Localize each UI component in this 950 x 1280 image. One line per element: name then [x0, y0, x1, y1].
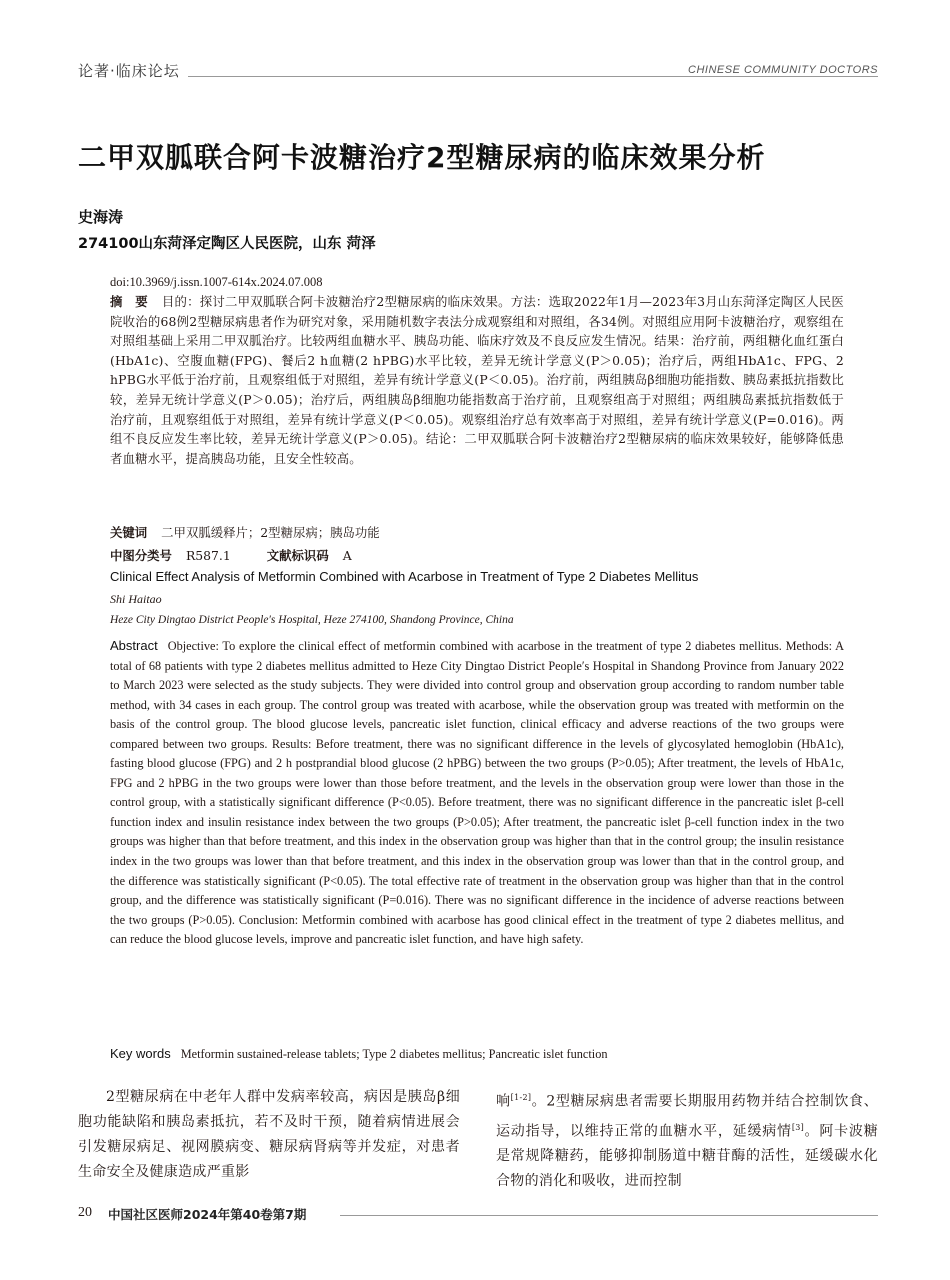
english-title: Clinical Effect Analysis of Metformin Combined with Acarbose in Treatment of Type 2 Diabetes Mellitus	[110, 569, 699, 584]
body-right-text-2: 。2型糖尿病患者需要长期服用药物并结合控制饮食、运动指导，以维持正常的血糖水平，延缓病情	[496, 1093, 878, 1140]
body-right-text-3: 。阿卡波糖是常规降糖药，能够抑制肠道中糖苷酶的活性，延缓碳水化合物的消化和吸收，进而控制	[496, 1123, 878, 1190]
author-name: 史海涛	[78, 208, 124, 226]
chinese-abstract-text: 目的：探讨二甲双胍联合阿卡波糖治疗2型糖尿病的临床效果。方法：选取2022年1月—2023年3月山东菏泽定陶区人民医院收治的68例2型糖尿病患者作为研究对象，采用随机数字表法分成观察组和对照组，各34例。对照组应用阿卡波糖治疗，观察组在对照组基础上采用二甲双胍治疗。比较两组血糖水平、胰岛功能、临床疗效及不良反应发生情况。结果：治疗前，两组糖化血红蛋白(HbA1c)、空腹血糖(FPG)、餐后2 h血糖(2 hPBG)水平比较，差异无统计学意义(P＞0.05)；治疗后，两组HbA1c、FPG、2 hPBG水平低于治疗前，且观察组低于对照组，差异有统计学意义(P＜0.05)。治疗前，两组胰岛β细胞功能指数、胰岛素抵抗指数比较，差异无统计学意义(P＞0.05)；治疗后，两组胰岛β细胞功能指数高于治疗前，且观察组高于对照组；两组胰岛素抵抗指数低于治疗前，且观察组低于对照组，差异有统计学意义(P＜0.05)。观察组治疗总有效率高于对照组，差异有统计学意义(P=0.016)。两组不良反应发生率比较，差异无统计学意义(P＞0.05)。结论：二甲双胍联合阿卡波糖治疗2型糖尿病的临床效果较好，能够降低患者血糖水平，提高胰岛功能，且安全性较高。	[110, 294, 844, 466]
document-code-value: A	[342, 548, 352, 563]
citation-1-2: [1-2]	[510, 1093, 532, 1102]
body-left-column: 2型糖尿病在中老年人群中发病率较高，病因是胰岛β细胞功能缺陷和胰岛素抵抗，若不及时干预，随着病情进展会引发糖尿病足、视网膜病变、糖尿病肾病等并发症，对患者生命安全及健康造成严重影	[78, 1089, 460, 1180]
chinese-keywords-text: 二甲双胍缓释片；2型糖尿病；胰岛功能	[161, 525, 380, 540]
chinese-keywords	[110, 523, 844, 541]
english-abstract	[110, 636, 844, 950]
document-code-label: 文献标识码	[266, 548, 329, 563]
chinese-abstract	[110, 292, 844, 468]
english-abstract-text: Objective: To explore the clinical effect of metformin combined with acarbose in the treatment of type 2 diabetes mellitus. Methods: A total of 68 patients with type 2 diabetes mellitus admitted to Heze City Dingtao District People′s Hospital in Shandong Province from January 2022 to March 2023 were selected as the study subjects. They were divided into control group and observation group according to random number table method, with 34 cases in each group. The control group was treated with acarbose, while the observation group was treated with metformin on the basis of the control group. The blood glucose levels, pancreatic islet function, clinical efficacy and adverse reactions of the two groups were compared between two groups. Results: Before treatment, there was no significant difference in the levels of glycosylated hemoglobin (HbA1c), fasting blood glucose (FPG) and 2 h postprandial blood glucose (2 hPBG) between the two groups (P>0.05); After treatment, the levels of HbA1c, FPG and 2 hPBG in the two groups were lower than those before treatment, and the levels in the observation group were lower than those in the control group, with a statistically significant difference (P<0.05). Before treatment, there was no significant difference in the pancreatic islet β-cell function index and insulin resistance index between the two groups (P>0.05); After treatment, the pancreatic islet β-cell function index in the two groups was higher than that before treatment, and this index in the observation group was higher than that in the control group; the insulin resistance index in the two groups was lower than that before treatment, and this index in the observation group was lower than that in the control group, and the difference was statistically significant (P<0.05). The total effective rate of treatment in the observation group was higher than that in the control group, and the difference was statistically significant (P=0.016). There was no significant difference in the incidence of adverse reactions between the two groups (P>0.05). Conclusion: Metformin combined with acarbose has good clinical effect in the treatment of type 2 diabetes mellitus, and can reduce the blood glucose levels, improve and pancreatic islet function, and have high safety.	[110, 639, 844, 947]
chinese-keywords-label: 关键词	[110, 525, 148, 540]
english-keywords	[110, 1046, 844, 1062]
classification	[110, 546, 844, 564]
doi: doi:10.3969/j.issn.1007-614x.2024.07.008	[110, 275, 323, 289]
section-label: 论著·临床论坛	[78, 62, 180, 80]
footer-rule	[340, 1215, 878, 1216]
chinese-abstract-label: 摘 要	[110, 294, 148, 309]
english-affiliation: Heze City Dingtao District People′s Hospital, Heze 274100, Shandong Province, China	[110, 614, 514, 626]
english-keywords-label: Key words	[110, 1046, 171, 1061]
english-author: Shi Haitao	[110, 592, 162, 606]
page-number: 20	[78, 1205, 92, 1220]
classification-value: R587.1	[185, 548, 231, 563]
english-abstract-label: Abstract	[110, 638, 158, 653]
citation-3: [3]	[791, 1122, 805, 1132]
article-title: 二甲双胍联合阿卡波糖治疗2型糖尿病的临床效果分析	[78, 141, 766, 174]
body-right-column	[496, 1085, 878, 1194]
header-rule	[188, 76, 878, 77]
journal-issue: 中国社区医师2024年第40卷第7期	[108, 1207, 307, 1222]
author-affiliation: 274100山东菏泽定陶区人民医院，山东 菏泽	[78, 236, 376, 252]
body-right-text-1: 响	[496, 1093, 511, 1110]
classification-label: 中图分类号	[110, 548, 172, 563]
english-keywords-text: Metformin sustained-release tablets; Type 2 diabetes mellitus; Pancreatic islet function	[180, 1047, 608, 1061]
journal-name: CHINESE COMMUNITY DOCTORS	[682, 64, 878, 76]
